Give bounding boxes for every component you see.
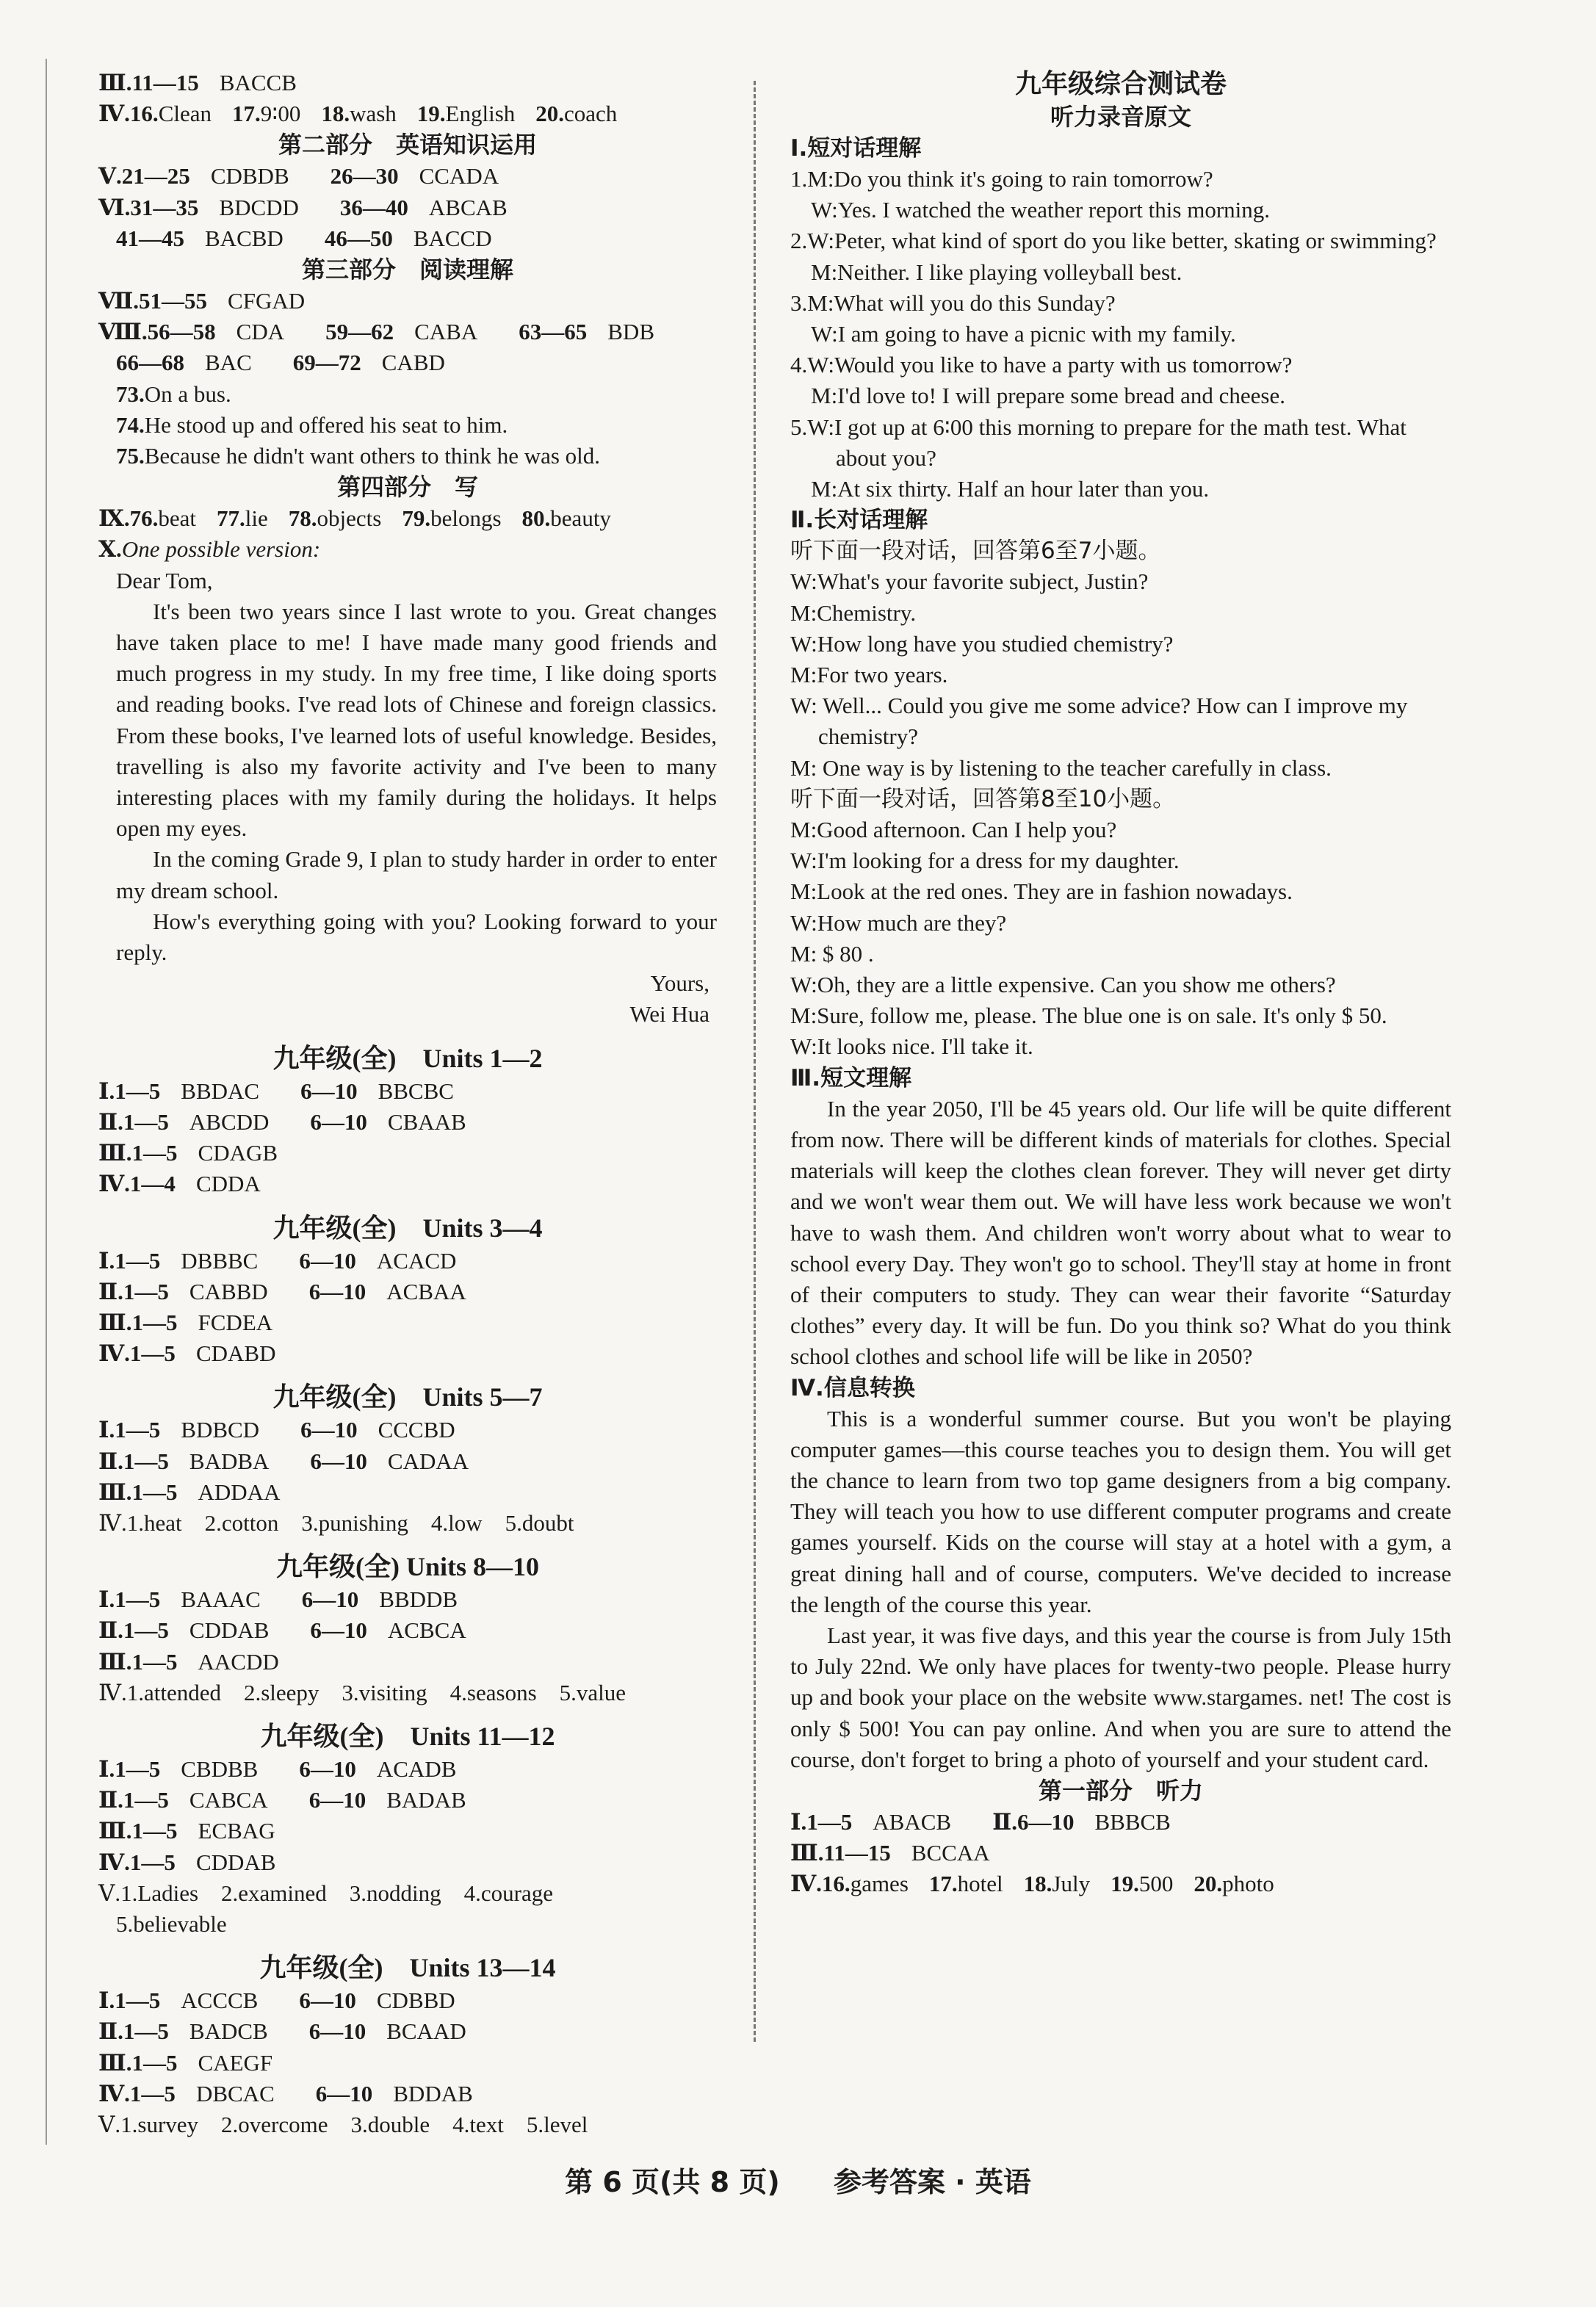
dialogue-line: M:Look at the red ones. They are in fashion nowadays.: [790, 878, 1293, 905]
section-heading: 第一部分 听力: [1038, 1776, 1203, 1805]
answer-line: Ⅰ.1—5 BDBCD 6—10 CCCBD: [98, 1417, 455, 1443]
answer-line: Ⅲ.1—5 AACDD: [98, 1648, 279, 1675]
answer-line: Ⅳ.1—5 CDDAB: [98, 1849, 276, 1875]
dialogue-line: W:I'm looking for a dress for my daughter.: [790, 848, 1180, 874]
unit-title: 九年级(全) Units 3—4: [272, 1213, 543, 1243]
answer-line: Ⅴ.1.Ladies 2.examined 3.nodding 4.courage: [98, 1880, 553, 1906]
section-heading: Ⅰ.短对话理解: [790, 135, 922, 162]
dialogue-line: M: $ 80 .: [790, 940, 874, 967]
answer-line: Ⅲ.11—15 BCCAA: [790, 1840, 990, 1866]
dialogue-line: M:Good afternoon. Can I help you?: [790, 817, 1117, 843]
answer-line: Ⅱ.1—5 BADBA 6—10 CADAA: [98, 1448, 469, 1474]
dialogue-line: 2.W:Peter, what kind of sport do you like better, skating or swimming?: [790, 228, 1437, 254]
dialogue-line: M:Neither. I like playing volleyball best.: [811, 259, 1182, 285]
answer-line: Ⅱ.1—5 BADCB 6—10 BCAAD: [98, 2018, 466, 2045]
left-column: [98, 68, 717, 2140]
instruction: 听下面一段对话，回答第6至7小题。: [790, 538, 1161, 565]
section-heading: Ⅳ.信息转换: [790, 1374, 915, 1401]
dialogue-line: M: One way is by listening to the teacher carefully in class.: [790, 754, 1332, 781]
letter-paragraph: It's been two years since I last wrote to you. Great changes have taken place to me! I have made many good friends and much progress in my study. In my free time, I like doing sports and reading books. I've read lots of Chinese and foreign classics. From these books, I've learned lots of useful knowledge. Besides, travelling is also my favorite activity and I've been to many interesting places with my family during the holidays. It helps open my eyes.: [116, 598, 717, 842]
section-heading: Ⅲ.短文理解: [790, 1064, 912, 1091]
dialogue-line: M:Chemistry.: [790, 599, 917, 626]
answer-line: Ⅲ.1—5 ECBAG: [98, 1818, 275, 1844]
answer-line: Ⅱ.1—5 ABCDD 6—10 CBAAB: [98, 1108, 466, 1135]
column-divider: [754, 81, 756, 2042]
dialogue-line: 1.M:Do you think it's going to rain tomorrow?: [790, 166, 1213, 192]
test-title: 九年级综合测试卷: [1014, 69, 1227, 99]
letter-signature: Wei Hua: [629, 1001, 709, 1028]
answer-line: 66—68 BAC 69—72 CABD: [116, 350, 445, 376]
dialogue-line: W:It looks nice. I'll take it.: [790, 1033, 1033, 1060]
passage-paragraph: In the year 2050, I'll be 45 years old. Our life will be quite different from now. There will be different kinds of materials for clothes. Special materials will keep the clothes clean forever. They will never get dirty and we won't wear them out. We will have less work because we won't have to wash them. And children won't worry about what to wear to school every Day. They won't go to school. They'll stay at home in front of their computers to study. They can wear their favorite “Saturday clothes” every day. It will be fun. Do you think so? What do you think school clothes and school life will be like in 2050?: [790, 1095, 1451, 1370]
answer-line: Ⅹ.One possible version:: [98, 536, 321, 563]
letter-greeting: Dear Tom,: [116, 567, 213, 593]
answer-line: Ⅴ.21—25 CDBDB 26—30 CCADA: [98, 163, 499, 189]
answer-line: Ⅲ.1—5 FCDEA: [98, 1309, 273, 1335]
unit-title: 九年级(全) Units 1—2: [272, 1043, 543, 1073]
section-heading: Ⅱ.长对话理解: [790, 507, 928, 534]
answer-line: Ⅳ.1.attended 2.sleepy 3.visiting 4.seasons 5.value: [98, 1679, 627, 1705]
unit-title: 九年级(全) Units 11—12: [260, 1721, 555, 1751]
dialogue-line: M:I'd love to! I will prepare some bread and cheese.: [811, 383, 1286, 409]
dialogue-line: W:How long have you studied chemistry?: [790, 630, 1174, 657]
answer-line: Ⅰ.1—5 ABACB Ⅱ.6—10 BBBCB: [790, 1808, 1171, 1835]
answer-line: Ⅲ.1—5 ADDAA: [98, 1479, 281, 1505]
letter-paragraph: How's everything going with you? Looking forward to your reply.: [116, 908, 717, 966]
answer-line: 75.Because he didn't want others to think he was old.: [116, 443, 601, 469]
passage-paragraph: This is a wonderful summer course. But you won't be playing computer games—this course teaches you to design them. You will get the chance to learn from two top game designers from a big company. They will teach you how to use different computer programs and create games yourself. Kids on the course will stay at a hotel with a gym, a great dining hall and of course, computers. We've decided to increase the length of the course this year.: [790, 1405, 1451, 1617]
answer-line: Ⅲ.1—5 CAEGF: [98, 2049, 273, 2076]
right-column: [790, 68, 1451, 1900]
test-subtitle: 听力录音原文: [1050, 103, 1191, 131]
instruction: 听下面一段对话，回答第8至10小题。: [790, 785, 1176, 812]
answer-line: Ⅳ.1.heat 2.cotton 3.punishing 4.low 5.doubt: [98, 1509, 574, 1536]
answer-line: Ⅳ.16.games 17.hotel 18.July 19.500 20.photo: [790, 1871, 1274, 1897]
answer-line: Ⅵ.31—35 BDCDD 36—40 ABCAB: [98, 194, 508, 220]
section-heading: 第二部分 英语知识运用: [278, 131, 537, 159]
answer-line: Ⅶ.51—55 CFGAD: [98, 288, 306, 314]
dialogue-line: M:At six thirty. Half an hour later than you.: [811, 476, 1210, 502]
unit-title: 九年级(全) Units 5—7: [272, 1382, 543, 1412]
unit-title: 九年级(全) Units 8—10: [276, 1552, 539, 1582]
answer-line: Ⅱ.1—5 CDDAB 6—10 ACBCA: [98, 1617, 466, 1644]
answer-line: Ⅰ.1—5 BAAAC 6—10 BBDDB: [98, 1586, 458, 1613]
answer-line: Ⅱ.1—5 CABBD 6—10 ACBAA: [98, 1278, 466, 1304]
answer-line: Ⅳ.1—4 CDDA: [98, 1171, 261, 1197]
dialogue-line: W:Oh, they are a little expensive. Can you show me others?: [790, 972, 1336, 998]
answer-line: Ⅰ.1—5 CBDBB 6—10 ACADB: [98, 1755, 457, 1782]
answer-line: 41—45 BACBD 46—50 BACCD: [116, 225, 492, 251]
answer-line: 73.On a bus.: [116, 380, 231, 407]
letter-closing: Yours,: [650, 970, 709, 997]
passage-paragraph: Last year, it was five days, and this year the course is from July 15th to July 22nd. We only have places for twenty-two people. Please hurry up and book your place on the website www.stargames. net! The cost is only $ 500! You can pay online. And when you are sure to attend the course, don't forget to bring a photo of yourself and your student card.: [790, 1622, 1451, 1772]
dialogue-line: 4.W:Would you like to have a party with us tomorrow?: [790, 352, 1293, 378]
page-footer: [0, 2159, 1596, 2200]
answer-line: Ⅰ.1—5 BBDAC 6—10 BBCBC: [98, 1077, 454, 1104]
answer-line: Ⅰ.1—5 ACCCB 6—10 CDBBD: [98, 1988, 455, 2014]
answer-line: Ⅳ.16.Clean 17.9∶00 18.wash 19.English 20.coach: [98, 101, 618, 127]
answer-line: Ⅱ.1—5 CABCA 6—10 BADAB: [98, 1787, 466, 1813]
dialogue-line: W:How much are they?: [790, 909, 1007, 936]
answer-line: Ⅲ.1—5 CDAGB: [98, 1140, 278, 1166]
answer-line: Ⅳ.1—5 CDABD: [98, 1340, 276, 1367]
dialogue-line: M:Sure, follow me, please. The blue one is on sale. It's only $ 50.: [790, 1003, 1387, 1029]
unit-title: 九年级(全) Units 13—14: [259, 1953, 556, 1983]
section-heading: 第三部分 阅读理解: [301, 256, 513, 284]
answer-line: Ⅲ.11—15 BACCB: [98, 70, 297, 95]
page-edge-line: [46, 59, 47, 2145]
dialogue-line: 3.M:What will you do this Sunday?: [790, 289, 1116, 316]
answer-line: Ⅳ.1—5 DBCAC 6—10 BDDAB: [98, 2080, 473, 2106]
answer-line: 5.believable: [116, 1910, 227, 1937]
page-number: 第 6 页(共 8 页): [565, 2166, 780, 2198]
answer-line: Ⅴ.1.survey 2.overcome 3.double 4.text 5.level: [98, 2111, 588, 2137]
dialogue-line: 5.W:I got up at 6∶00 this morning to prepare for the math test. What about you?: [790, 414, 1407, 471]
answer-line: Ⅸ.76.beat 77.lie 78.objects 79.belongs 80.beauty: [98, 505, 611, 532]
section-heading: 第四部分 写: [336, 473, 478, 502]
answer-line: Ⅰ.1—5 DBBBC 6—10 ACACD: [98, 1247, 457, 1274]
footer-label: 参考答案 · 英语: [833, 2166, 1031, 2198]
unit-answers: [98, 1041, 717, 2140]
letter-paragraph: In the coming Grade 9, I plan to study harder in order to enter my dream school.: [116, 846, 717, 903]
answer-line: Ⅷ.56—58 CDA 59—62 CABA 63—65 BDB: [98, 319, 654, 345]
dialogue-line: W:I am going to have a picnic with my family.: [811, 321, 1236, 347]
dialogue-line: W:Yes. I watched the weather report this morning.: [811, 197, 1271, 223]
dialogue-line: W:What's your favorite subject, Justin?: [790, 568, 1149, 595]
dialogue-line: M:For two years.: [790, 662, 948, 688]
answer-line: 74.He stood up and offered his seat to him.: [116, 411, 508, 438]
dialogue-line: W: Well... Could you give me some advice? How can I improve my chemistry?: [790, 693, 1408, 750]
